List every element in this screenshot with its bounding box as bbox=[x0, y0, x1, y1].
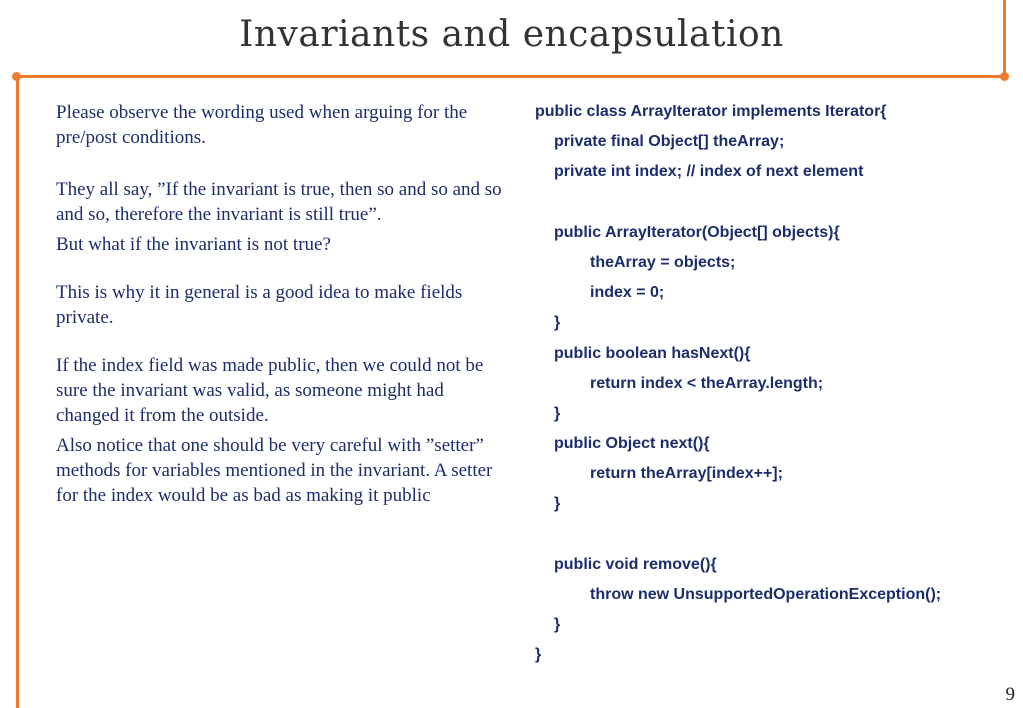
code-line: private final Object[] theArray; bbox=[554, 133, 785, 151]
code-line: public ArrayIterator(Object[] objects){ bbox=[554, 223, 840, 241]
code-line: throw new UnsupportedOperationException(); bbox=[590, 586, 942, 603]
decorative-line-right bbox=[1003, 0, 1006, 76]
decorative-line-top bbox=[16, 75, 1006, 78]
code-line bbox=[535, 523, 1005, 553]
paragraph: But what if the invariant is not true? bbox=[56, 234, 331, 255]
paragraph: They all say, ”If the invariant is true, then so and so and so and so, therefore the invariant is still true”. bbox=[56, 179, 502, 225]
decorative-dot-left bbox=[12, 72, 21, 81]
paragraph: If the index field was made public, then we could not be sure the invariant was valid, as someone might had changed it from the outside. bbox=[56, 355, 484, 426]
code-line: return index < theArray.length; bbox=[590, 374, 824, 392]
code-line: } bbox=[554, 616, 561, 634]
code-line: } bbox=[554, 404, 561, 422]
code-line: } bbox=[554, 314, 561, 332]
body-text bbox=[56, 100, 506, 508]
code-line: public class ArrayIterator implements Iterator{ bbox=[535, 103, 887, 120]
code-line: } bbox=[535, 646, 542, 664]
paragraph: Please observe the wording used when arguing for the pre/post conditions. bbox=[56, 102, 468, 148]
code-line: return theArray[index++]; bbox=[590, 465, 783, 483]
code-line bbox=[535, 191, 1005, 221]
code-block bbox=[535, 100, 1005, 674]
code-line: public void remove(){ bbox=[554, 555, 717, 573]
decorative-line-left bbox=[16, 76, 19, 708]
code-line: public Object next(){ bbox=[554, 435, 710, 453]
decorative-dot-right bbox=[1000, 72, 1009, 81]
code-line: index = 0; bbox=[590, 284, 665, 302]
code-line: theArray = objects; bbox=[590, 253, 736, 271]
paragraph: This is why it in general is a good idea to make fields private. bbox=[56, 282, 463, 328]
code-line: private int index; // index of next element bbox=[554, 163, 864, 181]
slide-title: Invariants and encapsulation bbox=[239, 14, 784, 55]
paragraph: Also notice that one should be very careful with ”setter” methods for variables mentioned in the invariant. A setter for the index would be as bad as making it public bbox=[56, 435, 493, 506]
code-line: public boolean hasNext(){ bbox=[554, 344, 751, 362]
code-line: } bbox=[554, 495, 561, 513]
page-number: 9 bbox=[1005, 684, 1015, 705]
